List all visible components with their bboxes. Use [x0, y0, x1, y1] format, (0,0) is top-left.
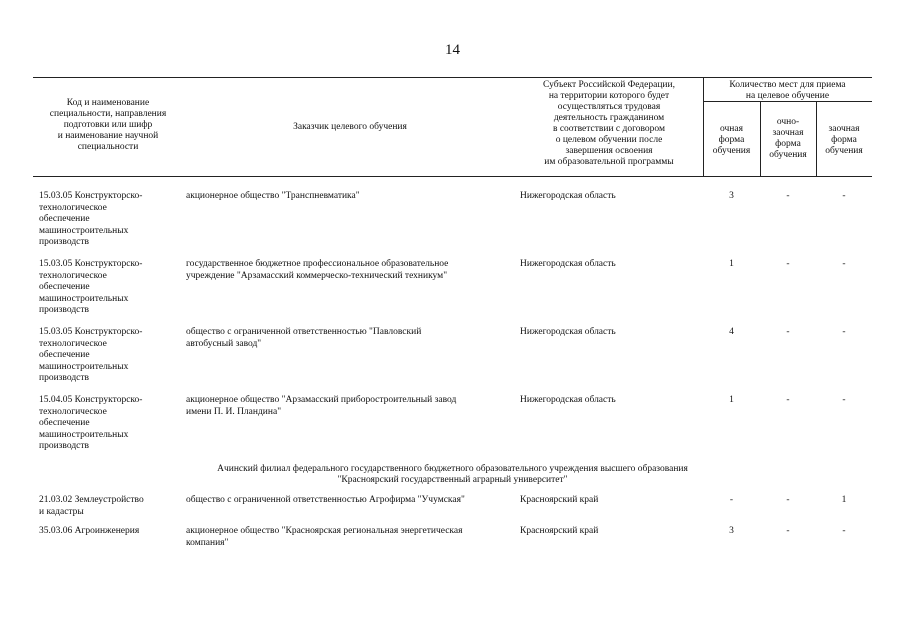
row-3-extramural: - [842, 327, 846, 337]
row-1-region: Нижегородская область [520, 191, 616, 201]
row-5-region: Красноярский край [520, 495, 599, 505]
row-5-specialty: 21.03.02 Землеустройство и кадастры [39, 495, 144, 517]
row-4-customer: акционерное общество "Арзамасский приборостроительный завод имени П. И. Пландина" [186, 395, 457, 417]
header-specialty: Код и наименование специальности, направления подготовки или шифр и наименование научной специальности [49, 98, 167, 152]
row-3-part-time: - [786, 327, 790, 337]
row-6-specialty: 35.03.06 Агроинженерия [39, 526, 140, 536]
header-bottom-rule [33, 176, 872, 177]
page-number: 14 [445, 42, 460, 58]
header-customer: Заказчик целевого обучения [293, 122, 407, 132]
header-region: Субъект Российской Федерации, на территории которого будет осуществляться трудовая деятельность гражданином в соответствии с договором о целевом обучении после завершения освоения им образовательной программы [543, 80, 675, 167]
row-1-full-time: 3 [729, 191, 734, 201]
row-6-extramural: - [842, 526, 846, 536]
row-3-full-time: 4 [729, 327, 734, 337]
header-top-rule [33, 77, 872, 78]
row-5-extramural: 1 [841, 495, 847, 505]
row-5-full-time: - [729, 495, 734, 505]
row-6-part-time: - [786, 526, 790, 536]
row-2-extramural: - [842, 259, 846, 269]
row-2-region: Нижегородская область [520, 259, 616, 269]
row-1-customer: акционерное общество "Транспневматика" [186, 191, 360, 201]
row-6-full-time: 3 [729, 526, 734, 536]
row-2-full-time: 1 [729, 259, 734, 269]
row-4-full-time: 1 [729, 395, 734, 405]
row-3-customer: общество с ограниченной ответственностью "Павловский автобусный завод" [186, 327, 422, 349]
row-4-specialty: 15.04.05 Конструкторско- технологическое обеспечение машиностроительных производств [39, 395, 143, 451]
header-places: Количество мест для приема на целевое обучение [729, 80, 846, 101]
row-4-part-time: - [786, 395, 790, 405]
row-5-customer: общество с ограниченной ответственностью Агрофирма "Учумская" [186, 495, 465, 505]
row-4-extramural: - [842, 395, 846, 405]
row-2-customer: государственное бюджетное профессиональное образовательное учреждение "Арзамасский коммерческо-технический техникум" [186, 259, 449, 281]
row-2-specialty: 15.03.05 Конструкторско- технологическое обеспечение машиностроительных производств [39, 259, 143, 315]
row-4-region: Нижегородская область [520, 395, 616, 405]
header-extramural: заочная форма обучения [825, 124, 863, 156]
row-1-extramural: - [842, 191, 846, 201]
row-5-part-time: - [786, 495, 790, 505]
header-full-time: очная форма обучения [712, 124, 751, 156]
row-3-region: Нижегородская область [520, 327, 616, 337]
row-6-region: Красноярский край [520, 526, 599, 536]
section-title: Ачинский филиал федерального государственного бюджетного образовательного учреждения высшего образования "Красноярский государственный аграрный университет" [217, 464, 688, 485]
row-1-part-time: - [786, 191, 790, 201]
row-3-specialty: 15.03.05 Конструкторско- технологическое обеспечение машиностроительных производств [39, 327, 143, 383]
header-part-time: очно- заочная форма обучения [769, 117, 807, 160]
row-1-specialty: 15.03.05 Конструкторско- технологическое обеспечение машиностроительных производств [39, 191, 143, 247]
row-6-customer: акционерное общество "Красноярская региональная энергетическая компания" [186, 526, 463, 548]
row-2-part-time: - [786, 259, 790, 269]
